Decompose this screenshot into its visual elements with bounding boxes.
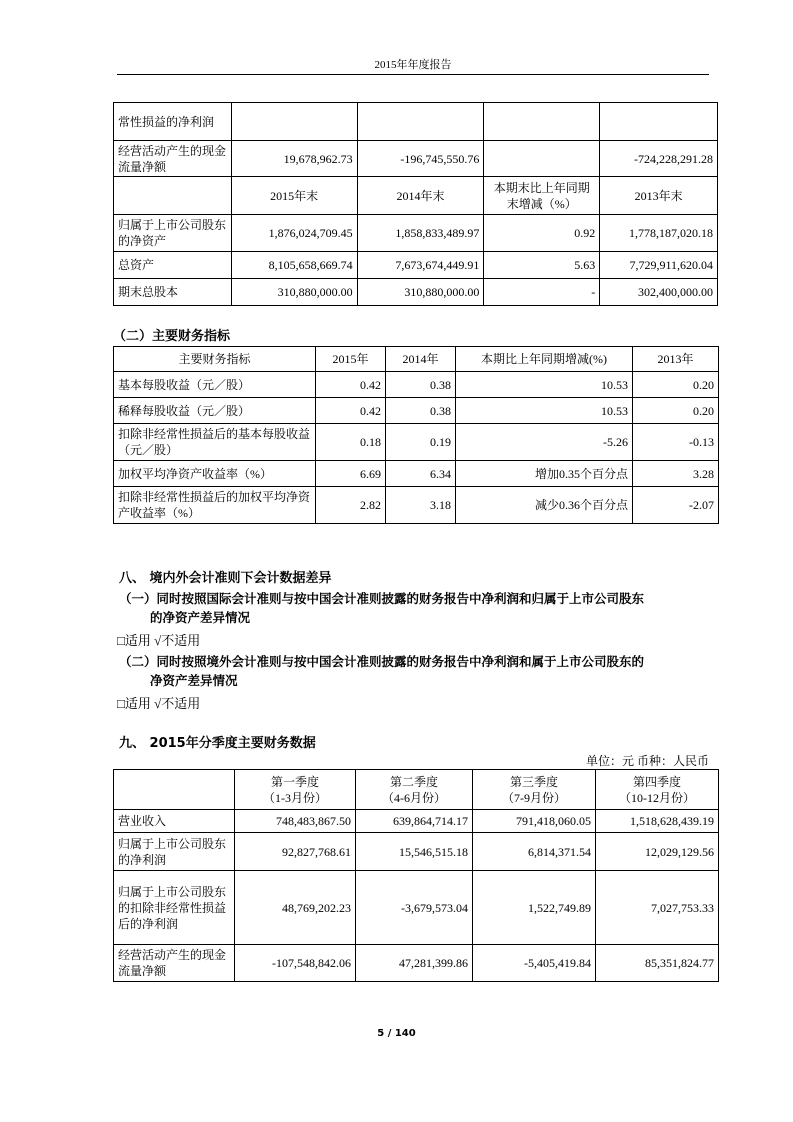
applicability-option: □适用 √不适用 [117,633,201,648]
table-row: 归属于上市公司股东的扣除非经常性损益后的净利润 48,769,202.23 -3,679,573.04 1,522,749.89 7,027,753.33 [114,871,719,945]
column-header: 第四季度 （10-12月份） [596,770,719,810]
table-row: 期末总股本 310,880,000.00 310,880,000.00 - 302,400,000.00 [114,279,718,306]
row-label: 归属于上市公司股东的净利润 [114,833,235,871]
table-row: 经营活动产生的现金流量净额 19,678,962.73 -196,745,550.76 -724,228,291.28 [114,141,718,177]
row-label: 稀释每股收益（元／股） [114,398,316,424]
row-label: 常性损益的净利润 [114,103,232,141]
table-row: 归属于上市公司股东的净利润 92,827,768.61 15,546,515.18 6,814,371.54 12,029,129.56 [114,833,719,871]
subsection-title: （二）同时按照境外会计准则与按中国会计准则披露的财务报告中净利润和属于上市公司股东的 [119,654,645,669]
table-row: 扣除非经常性损益后的基本每股收益（元／股） 0.18 0.19 -5.26 -0.13 [114,424,719,461]
column-header: 本期末比上年同期末增减（%） [484,177,600,215]
page-number: 5 / 140 [377,1028,416,1039]
table-row: 经营活动产生的现金流量净额 -107,548,842.06 47,281,399.86 -5,405,419.84 85,351,824.77 [114,945,719,982]
table-header-row [114,770,719,810]
table-row: 总资产 8,105,658,669.74 7,673,674,449.91 5.63 7,729,911,620.04 [114,252,718,279]
table-row: 稀释每股收益（元／股） 0.42 0.38 10.53 0.20 [114,398,719,424]
header-rule [117,74,709,75]
column-header: 2014年 [386,347,456,372]
table-header-row [114,347,719,372]
quarterly-data-table [113,769,719,982]
unit-label: 单位：元 币种：人民币 [585,754,709,768]
subsection-title-cont: 净资产差异情况 [150,673,238,688]
section-title: 九、 2015年分季度主要财务数据 [119,736,316,751]
row-label: 加权平均净资产收益率（%） [114,461,316,487]
row-label: 归属于上市公司股东的扣除非经常性损益后的净利润 [114,871,235,945]
row-label: 经营活动产生的现金流量净额 [114,141,232,177]
key-financial-indicators-table [113,346,719,524]
column-header: 2015年末 [231,177,357,215]
table-row: 基本每股收益（元／股） 0.42 0.38 10.53 0.20 [114,372,719,398]
column-header: 2015年 [316,347,386,372]
subsection-title-cont: 的净资产差异情况 [150,610,251,625]
applicability-option: □适用 √不适用 [117,696,201,711]
row-label: 营业收入 [114,810,235,833]
section-title: （二）主要财务指标 [113,329,231,344]
row-label: 经营活动产生的现金流量净额 [114,945,235,982]
table-row: 归属于上市公司股东的净资产 1,876,024,709.45 1,858,833,489.97 0.92 1,778,187,020.18 [114,215,718,252]
column-header: 2014年末 [357,177,484,215]
table-row: 扣除非经常性损益后的加权平均净资产收益率（%） 2.82 3.18 减少0.36个百分点 -2.07 [114,487,719,524]
table-row [114,103,718,141]
table-row: 加权平均净资产收益率（%） 6.69 6.34 增加0.35个百分点 3.28 [114,461,719,487]
table-header-row [114,177,718,215]
row-label: 扣除非经常性损益后的基本每股收益（元／股） [114,424,316,461]
column-header: 本期比上年同期增减(%) [456,347,633,372]
row-label: 基本每股收益（元／股） [114,372,316,398]
table-row: 营业收入 748,483,867.50 639,864,714.17 791,418,060.05 1,518,628,439.19 [114,810,719,833]
row-label: 归属于上市公司股东的净资产 [114,215,232,252]
column-header: 2013年末 [600,177,718,215]
row-label: 总资产 [114,252,232,279]
key-accounting-data-table [113,102,718,306]
page-header: 2015年年度报告 [374,59,452,71]
column-header: 主要财务指标 [114,347,316,372]
subsection-title: （一）同时按照国际会计准则与按中国会计准则披露的财务报告中净利润和归属于上市公司股东 [119,591,645,606]
row-label: 扣除非经常性损益后的加权平均净资产收益率（%） [114,487,316,524]
section-title: 八、 境内外会计准则下会计数据差异 [119,571,332,586]
column-header: 第一季度 （1-3月份） [235,770,356,810]
column-header: 第三季度 （7-9月份） [473,770,596,810]
column-header: 2013年 [633,347,719,372]
row-label: 期末总股本 [114,279,232,306]
column-header: 第二季度 （4-6月份） [356,770,473,810]
